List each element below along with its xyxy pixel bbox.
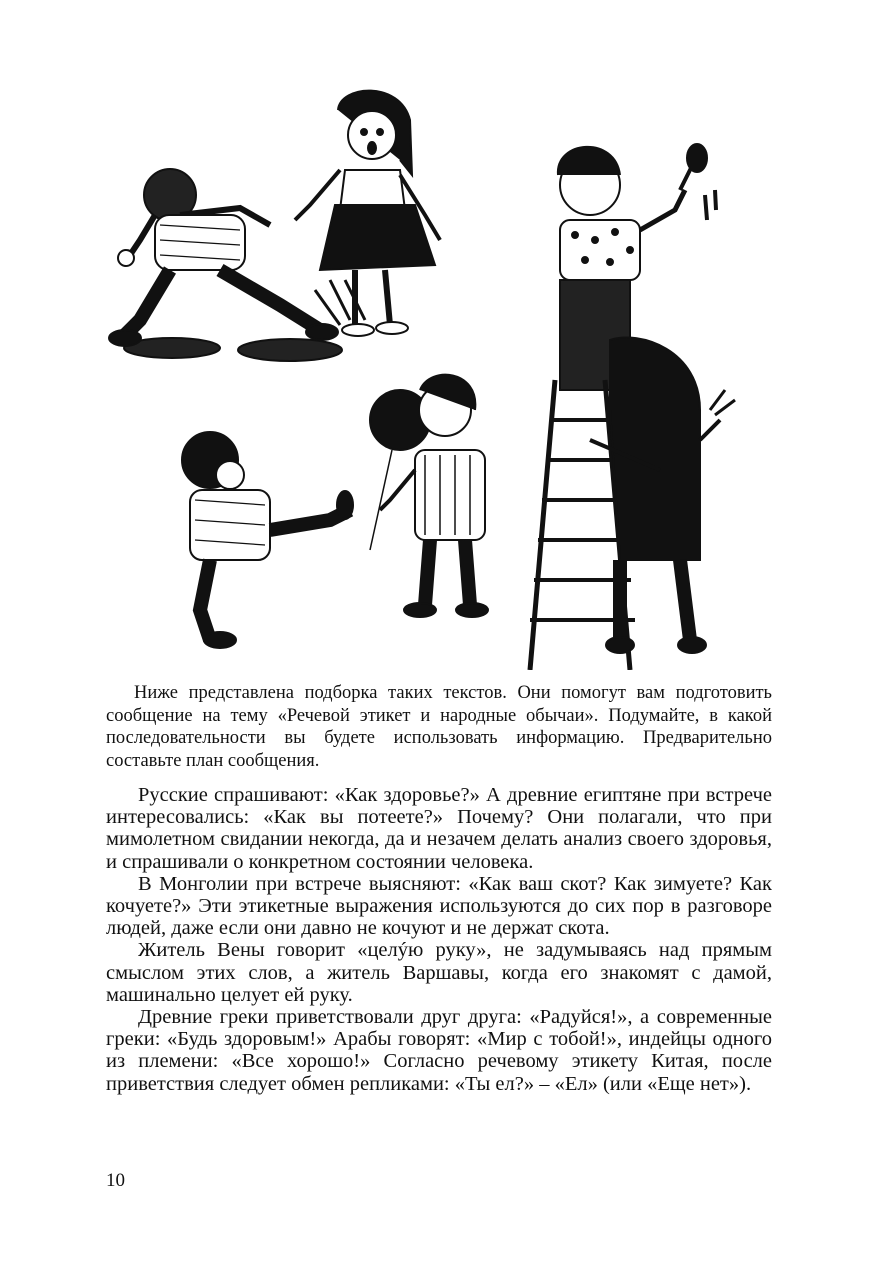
balloon-boy-icon bbox=[370, 375, 488, 617]
illustration bbox=[100, 80, 780, 670]
body-text bbox=[106, 784, 772, 1095]
running-boy-icon bbox=[109, 169, 342, 361]
paragraph-greetings-mongolia: В Монголии при встрече выясняют: «Как ваш скот? Как зимуете? Как кочуете?» Эти этикетные выражения используются до сих пор в разговоре людей, даже если они давно не кочуют и не держат скота. bbox=[106, 872, 772, 940]
paragraph-greetings-vienna-warsaw: Житель Вены говорит «целýю руку», не задумываясь над прямым смыслом этих слов, а житель Варшавы, когда его знакомят с дамой, машинально целует ей руку. bbox=[106, 939, 772, 1006]
girl-icon bbox=[295, 91, 440, 336]
ladder-boy-icon bbox=[530, 144, 735, 670]
intro-paragraph: Ниже представлена подборка таких текстов. Они помогут вам подготовить сообщение на тему «Речевой этикет и народные обычаи». Подумайте, в какой последовательности вы будете использовать информацию. Предварительно составьте план сообщения. bbox=[106, 683, 772, 771]
page-number: 10 bbox=[106, 1170, 125, 1191]
kicking-boy-icon bbox=[182, 432, 353, 648]
paragraph-greetings-greece-arabs-china: Древние греки приветствовали друг друга: «Радуйся!», а современные греки: «Будь здоровым!» Арабы говорят: «Мир с тобой!», индейцы одного из племени: «Все хорошо!» Согласно речевому этикету Китая, после приветствия следует обмен репликами: «Ты ел?» – «Ел» (или «Еще нет»). bbox=[106, 1006, 772, 1095]
paragraph-greetings-russia-egypt: Русские спрашивают: «Как здоровье?» А древние египтяне при встрече интересовались: «Как вы потеете?» Почему? Они полагали, что при мимолетном свидании некогда, да и незачем делать анализ своего здоровья, и спрашивали о конкретном состоянии человека. bbox=[106, 784, 772, 873]
